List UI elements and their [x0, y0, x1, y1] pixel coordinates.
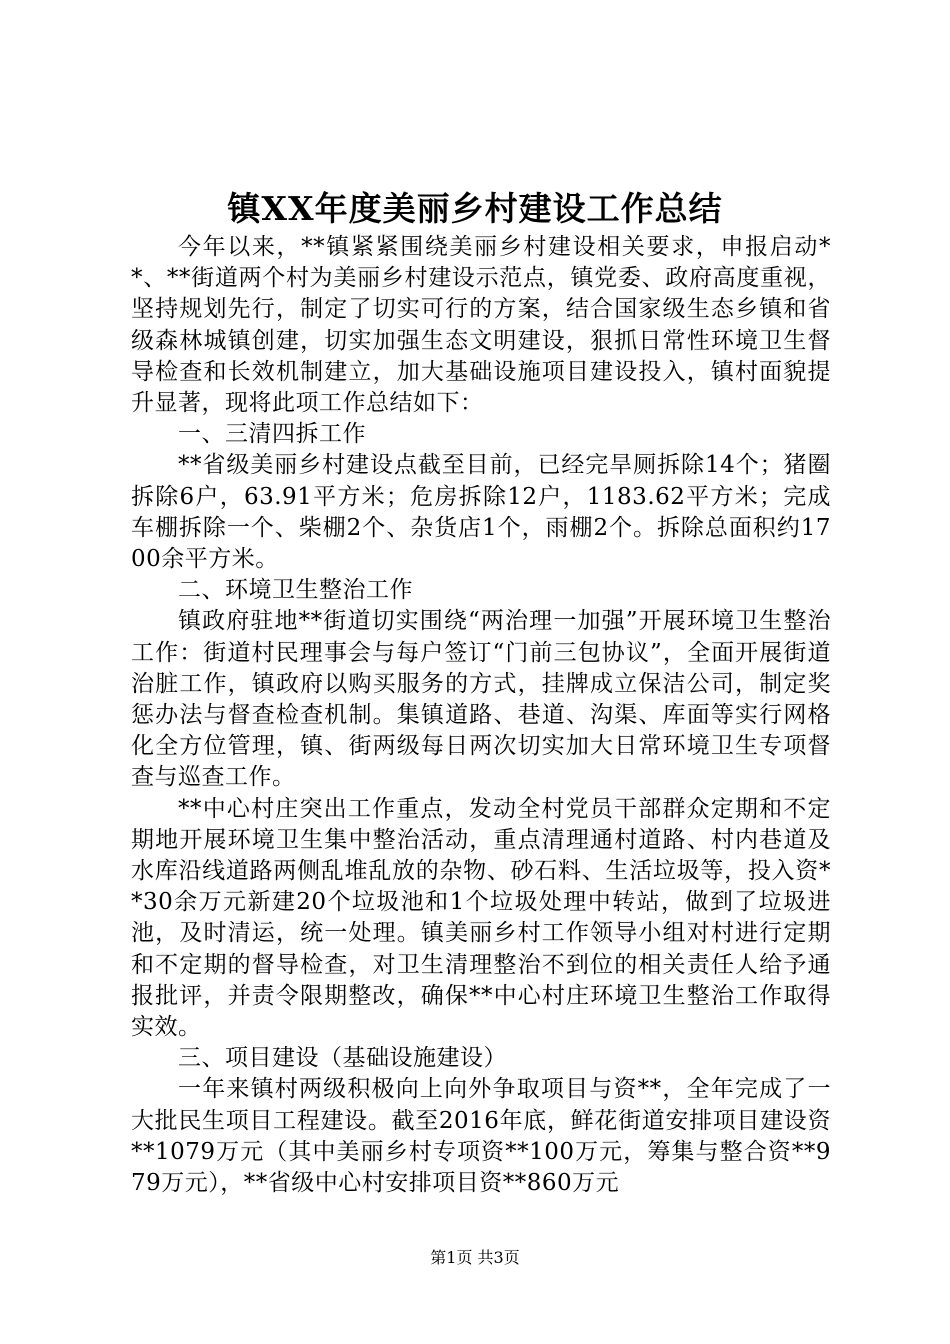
section-1-paragraph: **省级美丽乡村建设点截至目前，已经完旱厕拆除14个；猪圈拆除6户，63.91平方米；危房拆除12户，1183.62平方米；完成车棚拆除一个、柴棚2个、杂货店1个，雨棚2个。拆除总面积约1700余平方米。: [131, 452, 831, 573]
section-2-paragraph-2: **中心村庄突出工作重点，发动全村党员干部群众定期和不定期地开展环境卫生集中整治活动，重点清理通村道路、村内巷道及水库沿线道路两侧乱堆乱放的杂物、砂石料、生活垃圾等，投入资**30余万元新建20个垃圾池和1个垃圾处理中转站，做到了垃圾进池，及时清运，统一处理。镇美丽乡村工作领导小组对村进行定期和不定期的督导检查，对卫生清理整治不到位的相关责任人给予通报批评，并责令限期整改，确保**中心村庄环境卫生整治工作取得实效。: [131, 795, 831, 1041]
intro-paragraph: 今年以来，**镇紧紧围绕美丽乡村建设相关要求，申报启动**、**街道两个村为美丽乡村建设示范点，镇党委、政府高度重视，坚持规划先行，制定了切实可行的方案，结合国家级生态乡镇和省级森林城镇创建，切实加强生态文明建设，狠抓日常性环境卫生督导检查和长效机制建立，加大基础设施项目建设投入，镇村面貌提升显著，现将此项工作总结如下：: [131, 234, 831, 417]
document-body: [131, 232, 831, 1199]
section-3-paragraph: 一年来镇村两级积极向上向外争取项目与资**，全年完成了一大批民生项目工程建设。截至2016年底，鲜花街道安排项目建设资**1079万元（其中美丽乡村专项资**100万元，筹集与整合资**979万元），**省级中心村安排项目资**860万元: [131, 1076, 831, 1197]
page-number-footer: 第1页 共3页: [430, 1248, 520, 1267]
section-heading-2: 二、环境卫生整治工作: [178, 577, 413, 604]
document-title: 镇XX年度美丽乡村建设工作总结: [227, 189, 723, 228]
section-heading-3: 三、项目建设（基础设施建设）: [178, 1045, 507, 1072]
section-heading-1: 一、三清四拆工作: [178, 421, 366, 448]
section-2-paragraph-1: 镇政府驻地**街道切实围绕“两治理一加强”开展环境卫生整治工作：街道村民理事会与每户签订“门前三包协议”，全面开展街道治脏工作，镇政府以购买服务的方式，挂牌成立保洁公司，制定奖惩办法与督查检查机制。集镇道路、巷道、沟渠、库面等实行网格化全方位管理，镇、街两级每日两次切实加大日常环境卫生专项督查与巡查工作。: [131, 608, 831, 791]
